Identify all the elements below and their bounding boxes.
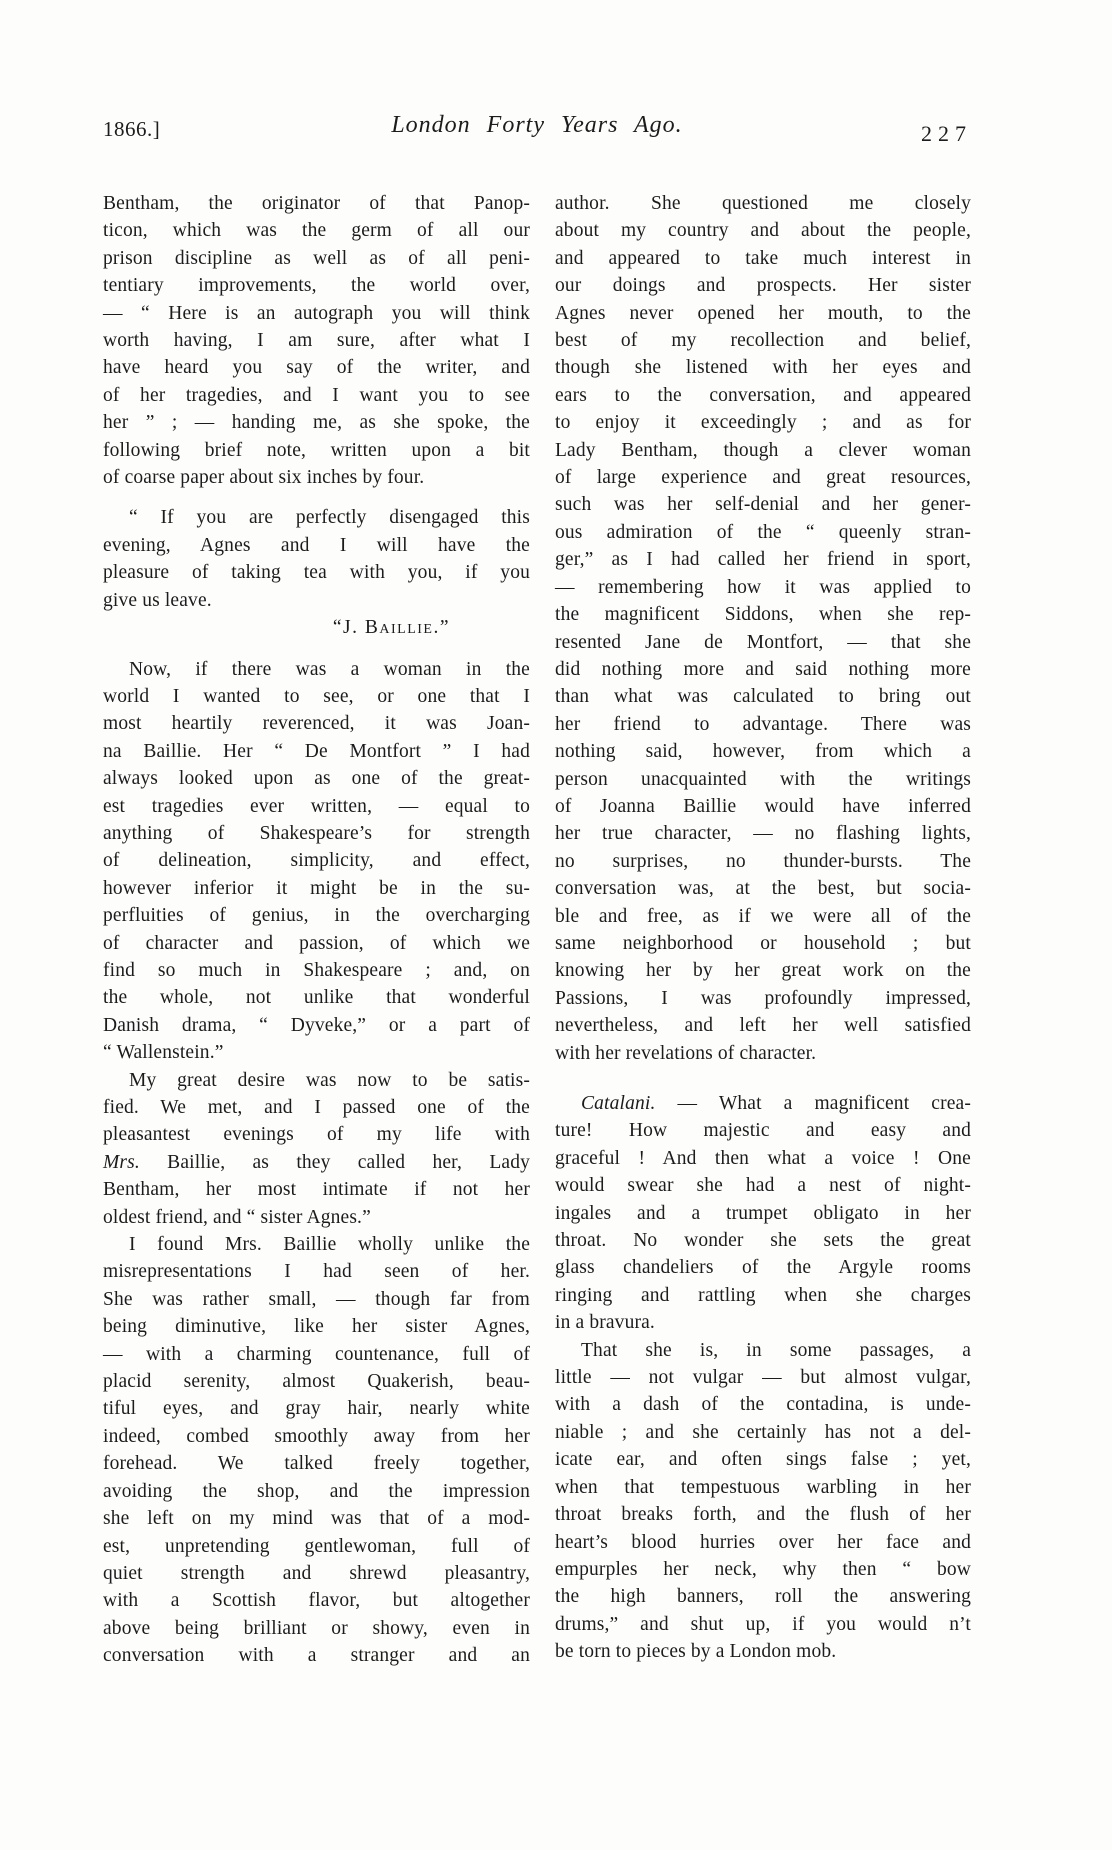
text-line: ears to the conversation, and appeared <box>555 384 971 406</box>
text-line: the magnificent Siddons, when she rep- <box>555 604 971 626</box>
text-line: with a Scottish flavor, but altogether <box>103 1590 530 1612</box>
text-line: of character and passion, of which we <box>103 932 530 954</box>
text-line: Mrs. Baillie, as they called her, Lady <box>103 1151 530 1173</box>
edition-year: 1866.] <box>103 117 161 141</box>
text-line: — “ Here is an autograph you will think <box>103 302 530 324</box>
page-number: 227 <box>921 121 972 146</box>
text-line: forehead. We talked freely together, <box>103 1453 530 1475</box>
text-line: when that tempestuous warbling in her <box>555 1476 971 1498</box>
text-line: resented Jane de Montfort, — that she <box>555 631 971 653</box>
text-line: — with a charming countenance, full of <box>103 1343 530 1365</box>
text-line: the high banners, roll the answering <box>555 1586 971 1608</box>
text-line: perfluities of genius, in the overcharging <box>103 905 530 927</box>
text-line: nothing said, however, from which a <box>555 741 971 763</box>
right-column <box>555 190 971 1670</box>
text-line: evening, Agnes and I will have the <box>103 534 530 556</box>
text-line: ticon, which was the germ of all our <box>103 220 530 242</box>
text-columns <box>103 190 971 1670</box>
text-line: find so much in Shakespeare ; and, on <box>103 959 530 981</box>
text-line: with her revelations of character. <box>555 1042 817 1064</box>
text-line: Bentham, her most intimate if not her <box>103 1179 530 1201</box>
text-line: icate ear, and often sings false ; yet, <box>555 1449 971 1471</box>
text-line: tiful eyes, and gray hair, nearly white <box>103 1398 530 1420</box>
text-line: no surprises, no thunder-bursts. The <box>555 850 971 872</box>
text-line: I found Mrs. Baillie wholly unlike the <box>129 1234 530 1256</box>
text-line: give us leave. <box>103 589 212 611</box>
text-line: always looked upon as one of the great- <box>103 768 530 790</box>
text-line: and appeared to take much interest in <box>555 247 971 269</box>
paragraph <box>555 1337 971 1666</box>
text-line: indeed, combed smoothly away from her <box>103 1425 530 1447</box>
text-line: “ If you are perfectly disengaged this <box>129 507 530 529</box>
text-line: tentiary improvements, the world over, <box>103 275 530 297</box>
text-line: oldest friend, and “ sister Agnes.” <box>103 1206 371 1228</box>
text-line: ringing and rattling when she charges <box>555 1284 971 1306</box>
text-line: avoiding the shop, and the impression <box>103 1480 530 1502</box>
text-line: however inferior it might be in the su- <box>103 877 530 899</box>
text-line: of large experience and great resources, <box>555 467 971 489</box>
paragraph <box>103 656 530 1067</box>
text-line: though she listened with her eyes and <box>555 357 971 379</box>
text-line: est tragedies ever written, — equal to <box>103 795 530 817</box>
text-line: same neighborhood or household ; but <box>555 932 971 954</box>
paragraph <box>103 1231 530 1670</box>
text-line: Bentham, the originator of that Panop- <box>103 193 530 214</box>
text-line: empurples her neck, why then “ bow <box>555 1558 971 1580</box>
paragraph <box>103 190 530 491</box>
paragraph <box>103 504 530 614</box>
text-line: heart’s blood hurries over her face and <box>555 1531 971 1553</box>
text-line: such was her self-denial and her gener- <box>555 494 971 516</box>
text-line: graceful ! And then what a voice ! One <box>555 1147 971 1169</box>
text-line: conversation was, at the best, but socia- <box>555 878 971 900</box>
paragraph <box>555 190 971 1067</box>
text-line: est, unpretending gentlewoman, full of <box>103 1535 530 1557</box>
text-line: would swear she had a nest of night- <box>555 1175 971 1197</box>
text-line: Now, if there was a woman in the <box>129 658 530 680</box>
text-line: conversation with a stranger and an <box>103 1645 530 1667</box>
text-line: nevertheless, and left her well satisfied <box>555 1015 971 1037</box>
text-line: throat. No wonder she sets the great <box>555 1230 971 1252</box>
text-line: “J. Baillie.” <box>332 617 450 639</box>
text-line: Passions, I was profoundly impressed, <box>555 987 971 1009</box>
text-line: misrepresentations I had seen of her. <box>103 1261 530 1283</box>
paragraph <box>555 1090 971 1337</box>
text-line: drums,” and shut up, if you would n’t <box>555 1613 971 1635</box>
paragraph <box>103 614 530 641</box>
text-line: following brief note, written upon a bit <box>103 439 530 461</box>
text-line: her ” ; — handing me, as she spoke, the <box>103 412 530 434</box>
text-line: glass chandeliers of the Argyle rooms <box>555 1257 971 1279</box>
text-line: of Joanna Baillie would have inferred <box>555 795 971 817</box>
text-line: person unacquainted with the writings <box>555 768 971 790</box>
left-column <box>103 190 530 1670</box>
text-line: knowing her by her great work on the <box>555 960 971 982</box>
text-line: to enjoy it exceedingly ; and as for <box>555 412 971 434</box>
text-line: best of my recollection and belief, <box>555 330 971 352</box>
text-line: quiet strength and shrewd pleasantry, <box>103 1562 530 1584</box>
text-line: have heard you say of the writer, and <box>103 357 530 379</box>
text-line: the whole, not unlike that wonderful <box>103 987 530 1009</box>
text-line: fied. We met, and I passed one of the <box>103 1097 530 1118</box>
text-line: placid serenity, almost Quakerish, beau- <box>103 1371 530 1393</box>
text-line: our doings and prospects. Her sister <box>555 275 971 297</box>
text-line: — remembering how it was applied to <box>555 576 971 598</box>
text-line: about my country and about the people, <box>555 220 971 242</box>
text-line: her true character, — no flashing lights, <box>555 823 971 845</box>
text-line: than what was calculated to bring out <box>555 686 971 708</box>
text-line: be torn to pieces by a London mob. <box>555 1641 837 1663</box>
text-line: world I wanted to see, or one that I <box>103 685 530 707</box>
text-line: of her tragedies, and I want you to see <box>103 384 530 406</box>
text-line: na Baillie. Her “ De Montfort ” I had <box>103 740 530 762</box>
text-line: My great desire was now to be satis- <box>129 1069 530 1091</box>
text-line: she left on my mind was that of a mod- <box>103 1508 530 1530</box>
text-line: above being brilliant or showy, even in <box>103 1617 530 1639</box>
text-line: with a dash of the contadina, is unde- <box>555 1394 971 1416</box>
text-line: worth having, I am sure, after what I <box>103 330 530 352</box>
text-line: Catalani. — What a magnificent crea- <box>581 1093 971 1114</box>
text-line: ger,” as I had called her friend in sport, <box>555 549 971 571</box>
text-line: author. She questioned me closely <box>555 193 971 214</box>
text-line: pleasantest evenings of my life with <box>103 1124 530 1146</box>
text-line: did nothing more and said nothing more <box>555 658 971 680</box>
text-line: pleasure of taking tea with you, if you <box>103 562 530 584</box>
text-line: ble and free, as if we were all of the <box>555 905 971 927</box>
text-line: being diminutive, like her sister Agnes, <box>103 1316 530 1338</box>
text-line: That she is, in some passages, a <box>581 1339 971 1361</box>
text-line: of delineation, simplicity, and effect, <box>103 850 530 872</box>
text-line: ture! How majestic and easy and <box>555 1120 971 1142</box>
text-line: Agnes never opened her mouth, to the <box>555 302 971 324</box>
text-line: little — not vulgar — but almost vulgar, <box>555 1367 971 1389</box>
running-title: London Forty Years Ago. <box>391 112 683 138</box>
text-line: Danish drama, “ Dyveke,” or a part of <box>103 1014 530 1036</box>
text-line: Lady Bentham, though a clever woman <box>555 439 971 461</box>
text-line: in a bravura. <box>555 1312 655 1334</box>
text-line: “ Wallenstein.” <box>103 1042 224 1064</box>
text-line: anything of Shakespeare’s for strength <box>103 822 530 844</box>
text-line: throat breaks forth, and the flush of her <box>555 1504 971 1526</box>
text-line: prison discipline as well as of all peni- <box>103 247 530 269</box>
text-line: niable ; and she certainly has not a del- <box>555 1421 971 1443</box>
text-line: most heartily reverenced, it was Joan- <box>103 713 530 735</box>
text-line: ingales and a trumpet obligato in her <box>555 1202 971 1224</box>
text-line: She was rather small, — though far from <box>103 1288 530 1310</box>
paragraph <box>103 1067 530 1231</box>
text-line: of coarse paper about six inches by four. <box>103 467 425 489</box>
text-line: ous admiration of the “ queenly stran- <box>555 521 971 543</box>
text-line: her friend to advantage. There was <box>555 713 971 735</box>
